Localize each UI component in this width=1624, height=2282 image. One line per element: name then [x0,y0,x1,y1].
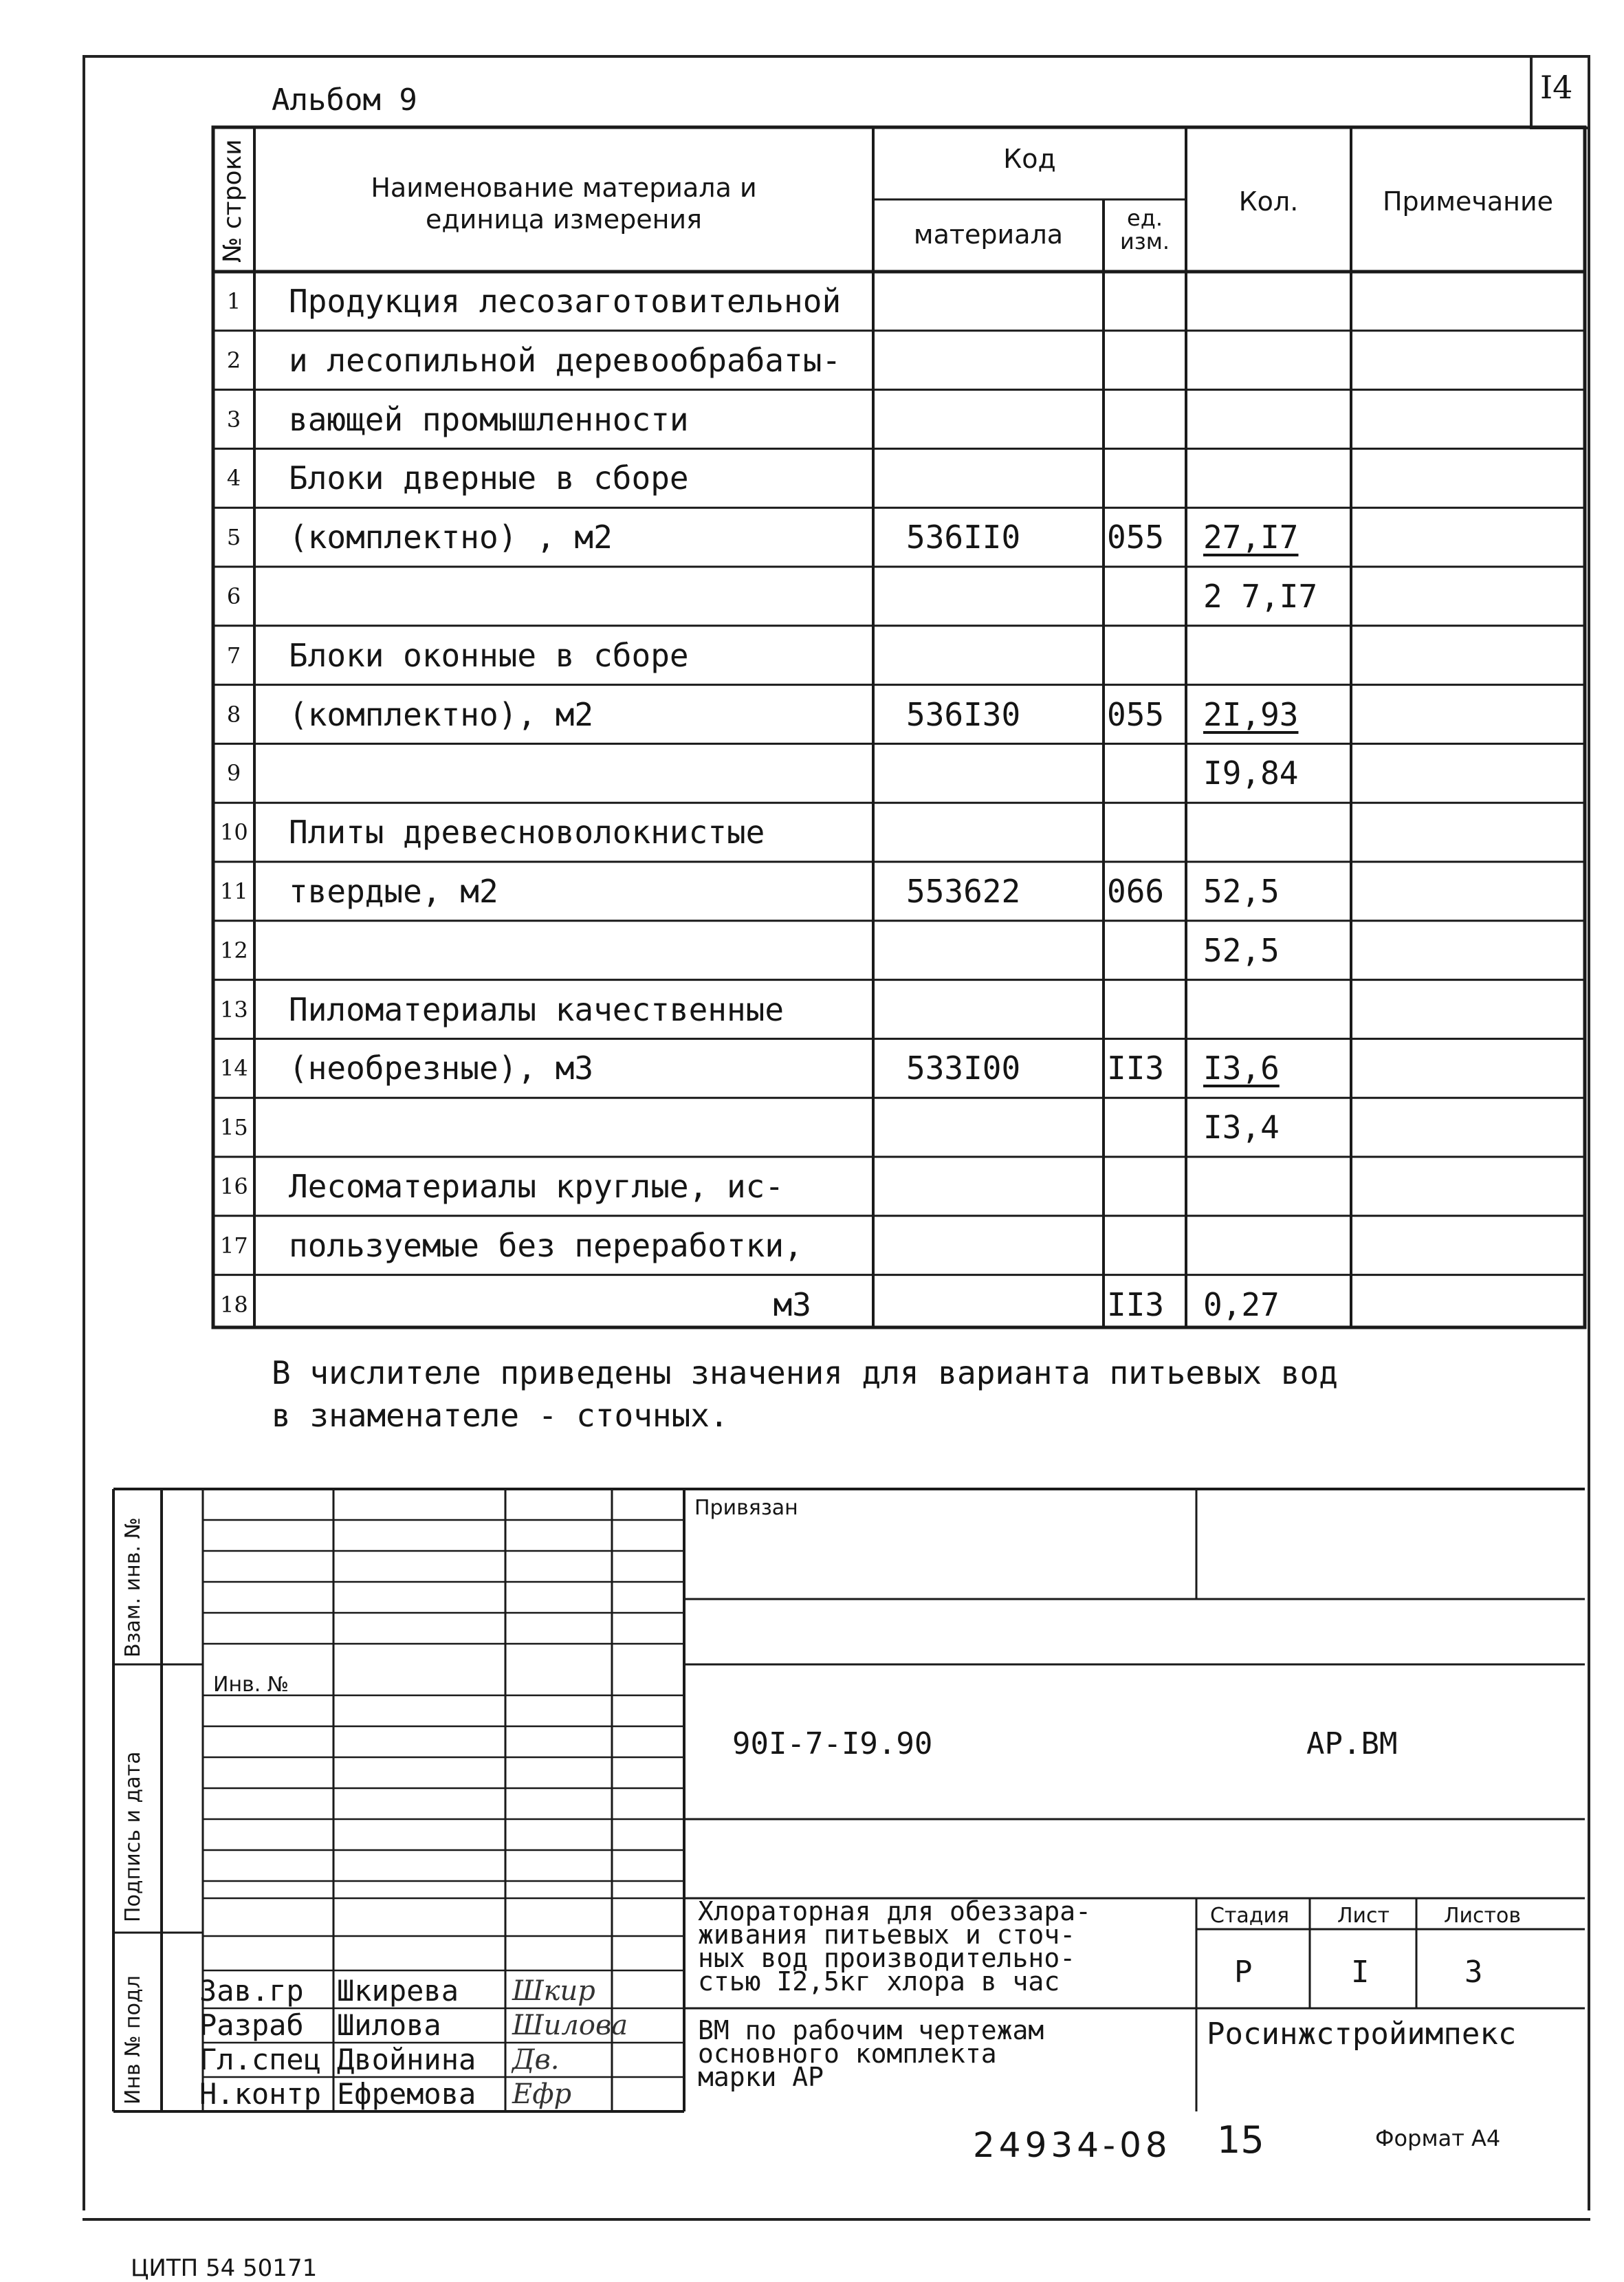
signer-name: Шилова [337,2008,441,2042]
footnote-line1: В числителе приведены значения для варианта питьевых вод [272,1354,1338,1391]
row-number: 15 [220,1114,248,1141]
row-unit-code: 055 [1107,519,1165,556]
doc-title-line2: основного комплекта [698,2039,997,2069]
row-number: 10 [220,819,248,846]
row-number: 1 [226,288,241,314]
project-title [698,1896,1091,1997]
row-number: 8 [226,701,241,728]
row-name: Блоки дверные в сборе [289,459,689,497]
row-quantity: 52,5 [1203,931,1280,969]
signer-role: Гл.спец [199,2043,322,2076]
row-name: (комплектно) , м2 [289,519,613,556]
row-material-code: 553622 [906,873,1021,910]
row-material-code: 533I00 [906,1050,1021,1087]
row-material-code: 536I30 [906,695,1021,733]
row-number: 5 [226,524,241,551]
signer-role: Н.контр [199,2077,322,2111]
row-number: 3 [226,406,241,433]
col-header-code-unit-line2: изм. [1119,228,1170,254]
project-title-line2: живания питьевых и сточ- [698,1920,1076,1950]
row-number: 12 [220,937,248,964]
row-quantity: I9,84 [1203,754,1299,792]
doc-code: 90I-7-I9.90 [732,1726,933,1761]
stage-label: Стадия [1210,1904,1290,1928]
printer-mark: ЦИТП 54 50171 [131,2254,318,2282]
row-name: твердые, м2 [289,873,498,910]
sheet-value: I [1351,1955,1370,1990]
doc-title-line3: марки АР [698,2062,824,2092]
row-unit-code: II3 [1107,1050,1165,1087]
side-label-vzam: Взам. инв. № [121,1517,145,1658]
side-label-podpis: Подпись и дата [121,1751,145,1922]
row-name: Продукция лесозаготовительной [289,283,842,320]
row-number: 4 [226,465,241,492]
col-header-code: Код [1003,144,1056,174]
inventory-number: 24934-08 [973,2125,1172,2165]
side-label-inv-podl: Инв № подл [121,1975,145,2105]
footer-sheet-number: 15 [1217,2118,1264,2162]
row-quantity: 52,5 [1203,873,1280,910]
row-quantity: 2 7,I7 [1203,578,1318,615]
row-number: 2 [226,347,241,373]
row-quantity: I3,4 [1203,1109,1280,1147]
signer-name: Двойнина [337,2043,476,2076]
row-quantity: 0,27 [1203,1285,1280,1323]
doc-title [698,2015,1044,2092]
row-unit-code: II3 [1107,1285,1165,1323]
col-header-name-line1: Наименование материала и [371,173,757,203]
inv-no-label: Инв. № [213,1673,289,1697]
row-name: и лесопильной деревообрабаты- [289,341,842,379]
project-title-line3: ных вод производительно- [698,1943,1076,1973]
signature: Шилова [512,2010,628,2041]
signer-name: Шкирева [337,1974,459,2008]
row-number: 17 [220,1232,248,1259]
page-number: I4 [1540,69,1573,106]
privyazan-label: Привязан [694,1496,798,1520]
row-name: м3 [773,1285,811,1323]
sheets-value: 3 [1464,1955,1483,1990]
project-title-line4: стью I2,5кг хлора в час [698,1966,1060,1997]
row-name: (комплектно), м2 [289,695,594,733]
col-header-note: Примечание [1382,186,1554,217]
row-name: Блоки оконные в сборе [289,636,689,674]
row-name: Плиты древесноволокнистые [289,814,765,851]
signer-role: Разраб [199,2008,304,2042]
row-quantity: 2I,93 [1203,695,1299,733]
row-name: (необрезные), м3 [289,1050,594,1087]
row-number: 7 [226,642,241,669]
col-header-name-line2: единица измерения [426,204,702,235]
footnote-line2: в знаменателе - сточных. [272,1397,729,1434]
stage-value: Р [1234,1955,1253,1990]
col-header-row-no: № строки [219,139,247,263]
row-number: 6 [226,583,241,609]
signer-name: Ефремова [337,2077,476,2111]
row-quantity: 27,I7 [1203,519,1299,556]
col-header-qty: Кол. [1238,186,1299,217]
album-label: Альбом 9 [272,83,417,118]
row-unit-code: 055 [1107,695,1165,733]
project-title-line1: Хлораторная для обеззара- [698,1896,1091,1926]
row-number: 18 [220,1291,248,1318]
signature: Шкир [512,1975,595,2007]
row-number: 16 [220,1173,248,1199]
signature: Дв. [512,2044,560,2076]
organization: Росинжстройимпекс [1207,2017,1517,2052]
row-material-code: 536II0 [906,519,1021,556]
row-name: вающей промышленности [289,400,689,438]
sheet-label: Лист [1337,1904,1390,1928]
sheets-label: Листов [1444,1904,1522,1928]
doc-mark: АР.ВМ [1306,1726,1398,1761]
row-quantity: I3,6 [1203,1050,1280,1087]
row-number: 9 [226,760,241,787]
doc-title-line1: ВМ по рабочим чертежам [698,2015,1044,2045]
col-header-code-unit-line1: ед. [1127,205,1163,231]
row-number: 11 [220,878,248,904]
col-header-code-material: материала [913,219,1064,250]
row-number: 14 [220,1055,248,1082]
row-unit-code: 066 [1107,873,1165,910]
paper-format: Формат А4 [1375,2125,1501,2151]
row-name: пользуемые без переработки, [289,1226,803,1264]
signer-role: Зав.гр [199,1974,304,2008]
signature: Ефр [512,2078,572,2110]
row-name: Лесоматериалы круглые, ис- [289,1168,784,1205]
row-name: Пиломатериалы качественные [289,990,784,1028]
row-number: 13 [220,996,248,1023]
